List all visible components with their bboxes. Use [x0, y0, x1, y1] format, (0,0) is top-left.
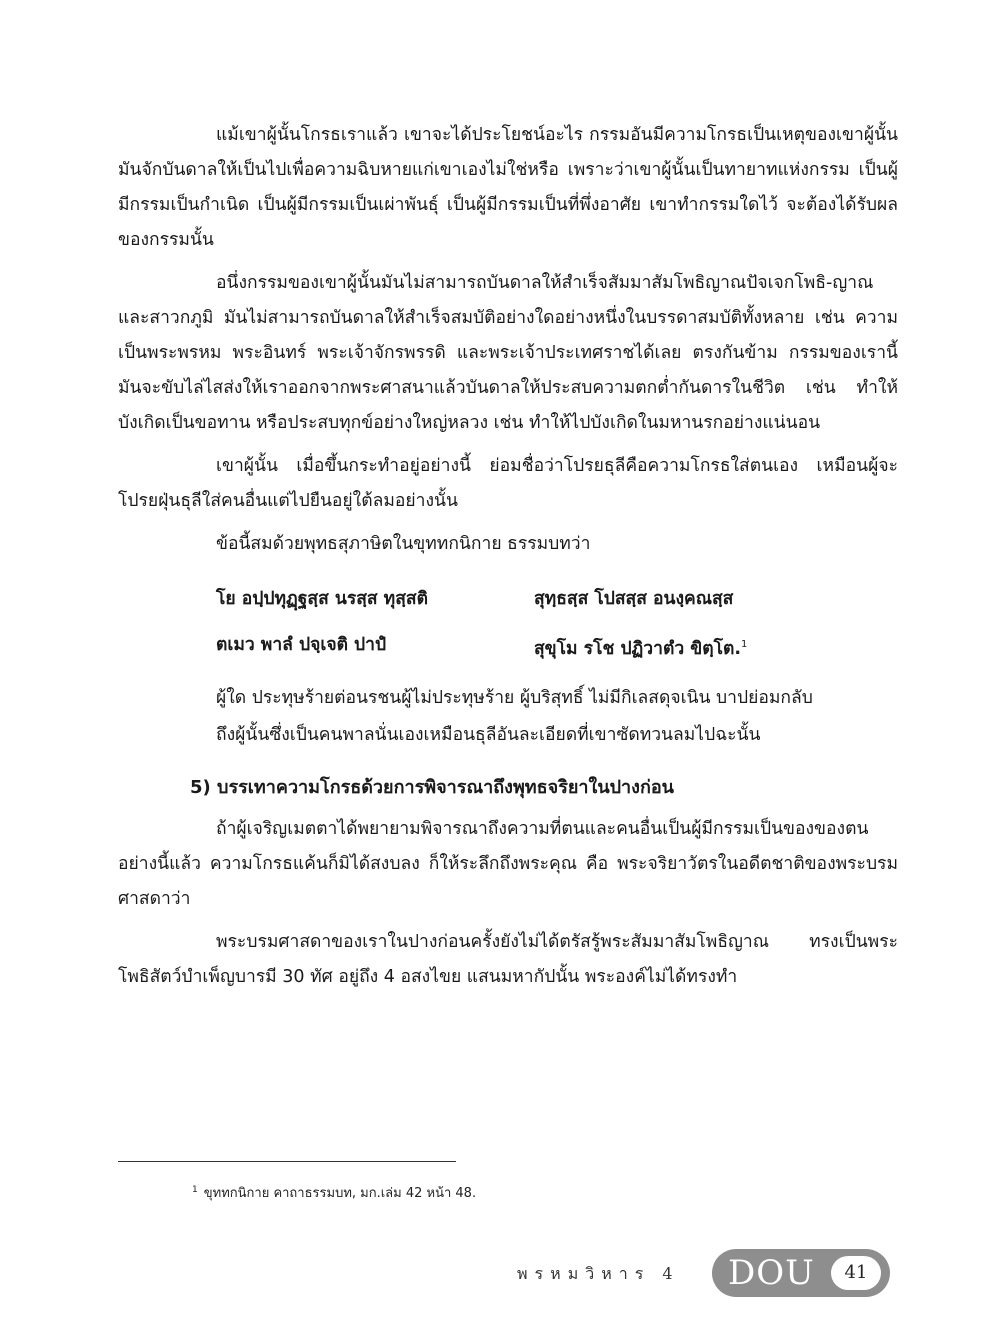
- body-text: [118, 118, 898, 1003]
- verse-line1-left: โย อปฺปทุฏฺฐสฺส นรสฺส ทุสฺสติ: [216, 589, 428, 609]
- page-number: 41: [831, 1256, 881, 1290]
- footnote-marker: 1: [192, 1184, 198, 1195]
- verse-line2-right-text: สุขุโม รโช ปฏิวาตํว ขิตฺโต.: [534, 638, 741, 659]
- paragraph: แม้เขาผู้นั้นโกรธเราแล้ว เขาจะได้ประโยชน์อะไร กรรมอันมีความโกรธเป็นเหตุของเขาผู้นั้น มันจักบันดาลให้เป็นไปเพื่อความฉิบหายแก่เขาเองไม่ใช่หรือ เพราะว่าเขาผู้นั้นเป็นทายาทแห่งกรรม เป็นผู้มีกรรมเป็นกำเนิด เป็นผู้มีกรรมเป็นเผ่าพันธุ์ เป็นผู้มีกรรมเป็นที่พึ่งอาศัย เขาทำกรรมใดไว้ จะต้องได้รับผลของกรรมนั้น: [118, 125, 898, 250]
- page-badge: [712, 1249, 890, 1297]
- paragraph: เขาผู้นั้น เมื่อขึ้นกระทำอยู่อย่างนี้ ย่อมชื่อว่าโปรยธุลีคือความโกรธใส่ตนเอง เหมือนผู้จะโปรยฝุ่นธุลีใส่คนอื่นแต่ไปยืนอยู่ใต้ลมอย่างนั้น: [118, 456, 898, 511]
- footnote-text: ขุททกนิกาย คาถาธรรมบท, มก.เล่ม 42 หน้า 48.: [203, 1186, 477, 1201]
- verse-line2-left: ตเมว พาลํ ปจฺเจติ ปาปํ: [216, 635, 387, 655]
- verse-translation: ผู้ใด ประทุษร้ายต่อนรชนผู้ไม่ประทุษร้าย ผู้บริสุทธิ์ ไม่มีกิเลสดุจเนิน บาปย่อมกลับถึงผู้นั้นซึ่งเป็นคนพาลนั่นเองเหมือนธุลีอันละเอียดที่เขาซัดทวนลมไปฉะนั้น: [216, 687, 813, 745]
- footnote: [192, 1182, 476, 1203]
- paragraph: ข้อนี้สมด้วยพุทธสุภาษิตในขุททกนิกาย ธรรมบทว่า: [216, 534, 591, 554]
- paragraph: ถ้าผู้เจริญเมตตาได้พยายามพิจารณาถึงความที่ตนและคนอื่นเป็นผู้มีกรรมเป็นของของตนอย่างนี้แล้ว ความโกรธแค้นก็มิได้สงบลง ก็ให้ระลึกถึงพระคุณ คือ พระจริยาวัตรในอดีตชาติของพระบรมศาสดาว่า: [118, 818, 898, 909]
- footer-book-title: พรหมวิหาร 4: [517, 1264, 680, 1283]
- footnote-reference[interactable]: 1: [740, 639, 748, 650]
- pali-verse: [216, 576, 898, 672]
- paragraph: อนึ่งกรรมของเขาผู้นั้นมันไม่สามารถบันดาลให้สำเร็จสัมมาสัมโพธิญาณปัจเจกโพธิ-ญาณ และสาวกภูมิ มันไม่สามารถบันดาลให้สำเร็จสมบัติอย่างใดอย่างหนึ่งในบรรดาสมบัติทั้งหลาย เช่น ความเป็นพระพรหม พระอินทร์ พระเจ้าจักรพรรดิ และพระเจ้าประเทศราชได้เลย ตรงกันข้าม กรรมของเรานี้ มันจะขับไล่ไสส่งให้เราออกจากพระศาสนาแล้วบันดาลให้ประสบความตกต่ำกันดารในชีวิต เช่น ทำให้บังเกิดเป็นขอทาน หรือประสบทุกข์อย่างใหญ่หลวง เช่น ทำให้ไปบังเกิดในมหานรกอย่างแน่นอน: [118, 273, 898, 433]
- dou-logo: DOU: [728, 1253, 815, 1293]
- verse-line1-right: สุทฺธสฺส โปสสฺส อนงฺคณสฺส: [534, 589, 734, 609]
- footnote-divider: [118, 1161, 456, 1162]
- verse-line2-right: [534, 622, 898, 672]
- section-heading: 5) บรรเทาความโกรธด้วยการพิจารณาถึงพุทธจริยาในปางก่อน: [190, 776, 674, 798]
- paragraph: พระบรมศาสดาของเราในปางก่อนครั้งยังไม่ได้ตรัสรู้พระสัมมาสัมโพธิญาณ ทรงเป็นพระโพธิสัตว์บำเพ็ญบารมี 30 ทัศ อยู่ถึง 4 อสงไขย แสนมหากัปนั้น พระองค์ไม่ได้ทรงทำ: [118, 931, 898, 987]
